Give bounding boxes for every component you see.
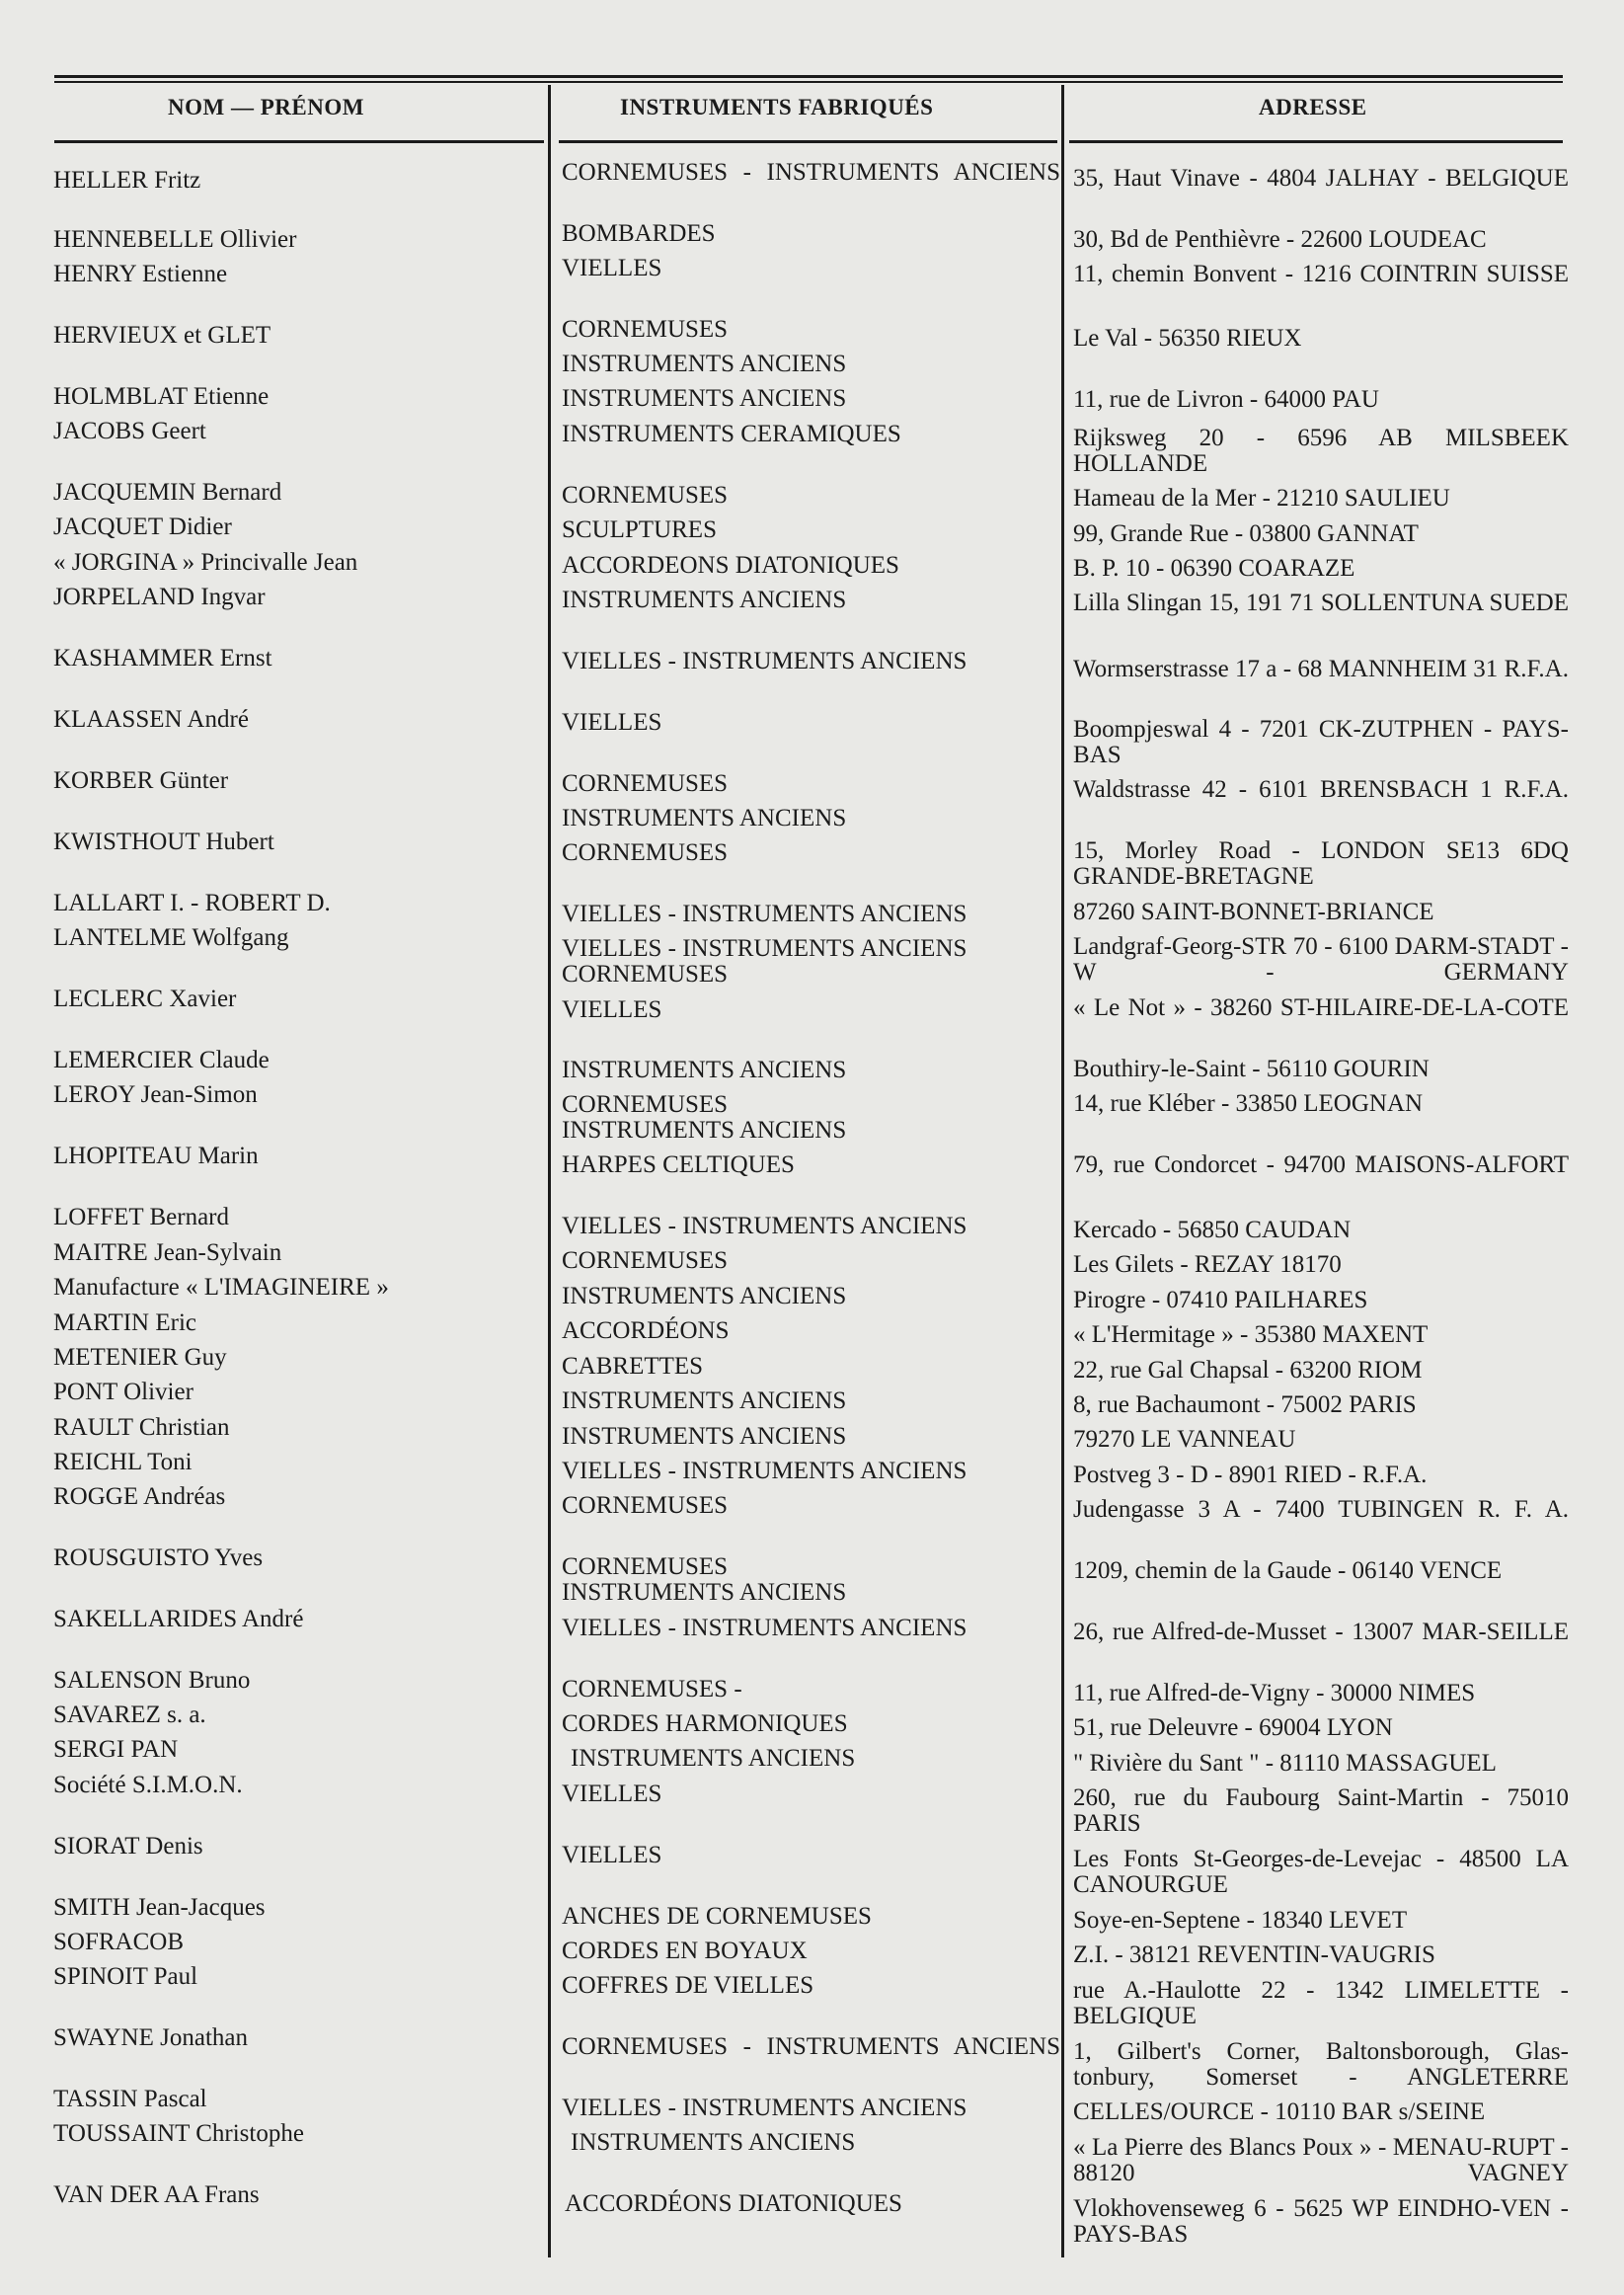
instrument-entry: CABRETTES bbox=[562, 1353, 704, 1380]
name-entry: LHOPITEAU Marin bbox=[53, 1143, 259, 1169]
instrument-entry: INSTRUMENTS ANCIENS bbox=[562, 1117, 847, 1144]
address-entry: Z.I. - 38121 REVENTIN-VAUGRIS bbox=[1073, 1941, 1435, 1968]
address-entry: B. P. 10 - 06390 COARAZE bbox=[1073, 555, 1355, 582]
name-entry: SERGI PAN bbox=[53, 1736, 179, 1763]
name-entry: KLAASSEN André bbox=[53, 706, 249, 733]
instrument-entry: INSTRUMENTS ANCIENS bbox=[562, 587, 847, 613]
instrument-entry: VIELLES bbox=[562, 1842, 662, 1868]
address-entry: 260, rue du Faubourg Saint-Martin - 75010 PARIS bbox=[1073, 1784, 1569, 1837]
address-entry: Bouthiry-le-Saint - 56110 GOURIN bbox=[1073, 1056, 1430, 1082]
instrument-entry: COFFRES DE VIELLES bbox=[562, 1972, 814, 1999]
address-entry: " Rivière du Sant " - 81110 MASSAGUEL bbox=[1073, 1750, 1497, 1777]
name-entry: SAVAREZ s. a. bbox=[53, 1701, 206, 1728]
address-entry: CELLES/OURCE - 10110 BAR s/SEINE bbox=[1073, 2098, 1486, 2125]
address-entry: 30, Bd de Penthièvre - 22600 LOUDEAC bbox=[1073, 226, 1487, 253]
instrument-entry: INSTRUMENTS ANCIENS bbox=[571, 1745, 856, 1772]
address-entry: 14, rue Kléber - 33850 LEOGNAN bbox=[1073, 1090, 1424, 1117]
instrument-entry: VIELLES - INSTRUMENTS ANCIENS bbox=[562, 901, 967, 927]
name-entry: SAKELLARIDES André bbox=[53, 1606, 304, 1632]
name-entry: TASSIN Pascal bbox=[53, 2086, 207, 2112]
header-instruments: INSTRUMENTS FABRIQUÉS bbox=[620, 95, 934, 119]
instrument-entry: CORNEMUSES bbox=[562, 961, 729, 988]
instrument-entry: VIELLES bbox=[562, 255, 662, 281]
instrument-entry: CORNEMUSES bbox=[562, 770, 729, 797]
instrument-entry: CORNEMUSES bbox=[562, 482, 729, 509]
address-entry: 26, rue Alfred-de-Musset - 13007 MAR-SEILLE bbox=[1073, 1619, 1569, 1645]
address-entry: Soye-en-Septene - 18340 LEVET bbox=[1073, 1907, 1408, 1934]
address-entry: 22, rue Gal Chapsal - 63200 RIOM bbox=[1073, 1357, 1423, 1384]
address-entry: 51, rue Deleuvre - 69004 LYON bbox=[1073, 1714, 1393, 1741]
instrument-entry: SCULPTURES bbox=[562, 516, 717, 543]
address-entry: « La Pierre des Blancs Poux » - MENAU-RUPT - 88120 VAGNEY bbox=[1073, 2134, 1569, 2186]
address-entry: Boompjeswal 4 - 7201 CK-ZUTPHEN - PAYS-BAS bbox=[1073, 716, 1569, 768]
name-entry: HERVIEUX et GLET bbox=[53, 322, 271, 349]
instrument-entry: INSTRUMENTS ANCIENS bbox=[562, 1579, 847, 1606]
name-entry: VAN DER AA Frans bbox=[53, 2181, 260, 2208]
instrument-entry: CORDES HARMONIQUES bbox=[562, 1710, 848, 1737]
address-entry: 11, rue de Livron - 64000 PAU bbox=[1073, 386, 1379, 413]
address-entry: Les Fonts St-Georges-de-Levejac - 48500 LA CANOURGUE bbox=[1073, 1846, 1569, 1898]
name-entry: TOUSSAINT Christophe bbox=[53, 2120, 304, 2147]
name-entry: KASHAMMER Ernst bbox=[53, 645, 272, 672]
name-entry: LEMERCIER Claude bbox=[53, 1047, 270, 1073]
name-entry: JACQUEMIN Bernard bbox=[53, 479, 282, 506]
address-entry: Lilla Slingan 15, 191 71 SOLLENTUNA SUEDE bbox=[1073, 590, 1569, 616]
address-entry: Judengasse 3 A - 7400 TUBINGEN R. F. A. bbox=[1073, 1496, 1569, 1523]
address-entry: Rijksweg 20 - 6596 AB MILSBEEK HOLLANDE bbox=[1073, 425, 1569, 477]
instrument-entry: CORNEMUSES bbox=[562, 1247, 729, 1274]
address-entry: Le Val - 56350 RIEUX bbox=[1073, 325, 1302, 352]
name-entry: HENRY Estienne bbox=[53, 261, 228, 287]
name-entry: LANTELME Wolfgang bbox=[53, 924, 289, 951]
instrument-entry: VIELLES - INSTRUMENTS ANCIENS bbox=[562, 1458, 967, 1484]
name-entry: HENNEBELLE Ollivier bbox=[53, 226, 297, 253]
name-entry: LALLART I. - ROBERT D. bbox=[53, 890, 331, 916]
instrument-entry: HARPES CELTIQUES bbox=[562, 1151, 795, 1178]
instrument-entry: CORNEMUSES - bbox=[562, 1676, 742, 1702]
instrument-entry: CORNEMUSES bbox=[562, 1091, 729, 1118]
address-entry: 8, rue Bachaumont - 75002 PARIS bbox=[1073, 1391, 1417, 1418]
address-entry: 11, rue Alfred-de-Vigny - 30000 NIMES bbox=[1073, 1680, 1476, 1706]
name-entry: JACOBS Geert bbox=[53, 418, 206, 444]
address-entry: 35, Haut Vinave - 4804 JALHAY - BELGIQUE bbox=[1073, 165, 1569, 192]
instrument-entry: INSTRUMENTS ANCIENS bbox=[562, 1423, 847, 1450]
name-entry: RAULT Christian bbox=[53, 1414, 230, 1441]
name-entry: SMITH Jean-Jacques bbox=[53, 1894, 266, 1921]
name-entry: « JORGINA » Princivalle Jean bbox=[53, 549, 358, 576]
instrument-entry: CORDES EN BOYAUX bbox=[562, 1938, 808, 1964]
instrument-entry: INSTRUMENTS ANCIENS bbox=[562, 351, 847, 377]
name-entry: REICHL Toni bbox=[53, 1449, 193, 1475]
name-entry: PONT Olivier bbox=[53, 1379, 193, 1405]
top-rule bbox=[54, 75, 1563, 78]
name-entry: JORPELAND Ingvar bbox=[53, 584, 266, 610]
address-entry: 1209, chemin de la Gaude - 06140 VENCE bbox=[1073, 1557, 1503, 1584]
name-entry: Manufacture « L'IMAGINEIRE » bbox=[53, 1274, 389, 1301]
name-entry: SPINOIT Paul bbox=[53, 1963, 198, 1990]
instrument-entry: CORNEMUSES - INSTRUMENTS ANCIENS bbox=[562, 159, 1060, 186]
instrument-entry: CORNEMUSES - INSTRUMENTS ANCIENS bbox=[562, 2033, 1060, 2060]
address-entry: Postveg 3 - D - 8901 RIED - R.F.A. bbox=[1073, 1462, 1428, 1488]
address-entry: 99, Grande Rue - 03800 GANNAT bbox=[1073, 520, 1419, 547]
header-underline-col1 bbox=[54, 140, 544, 143]
instrument-entry: INSTRUMENTS ANCIENS bbox=[562, 1387, 847, 1414]
name-entry: LOFFET Bernard bbox=[53, 1204, 229, 1230]
column-divider-1 bbox=[548, 85, 551, 2257]
name-entry: JACQUET Didier bbox=[53, 514, 232, 540]
instrument-entry: VIELLES - INSTRUMENTS ANCIENS bbox=[562, 2095, 967, 2121]
column-divider-2 bbox=[1061, 85, 1064, 2257]
name-entry: MAITRE Jean-Sylvain bbox=[53, 1239, 282, 1266]
address-entry: Waldstrasse 42 - 6101 BRENSBACH 1 R.F.A. bbox=[1073, 776, 1569, 803]
name-entry: SOFRACOB bbox=[53, 1929, 184, 1955]
name-entry: LEROY Jean-Simon bbox=[53, 1081, 258, 1108]
name-entry: HOLMBLAT Etienne bbox=[53, 383, 270, 410]
instrument-entry: VIELLES bbox=[562, 709, 662, 736]
address-entry: Wormserstrasse 17 a - 68 MANNHEIM 31 R.F.A. bbox=[1073, 656, 1569, 682]
instrument-entry: CORNEMUSES bbox=[562, 316, 729, 343]
name-entry: KWISTHOUT Hubert bbox=[53, 829, 274, 855]
instrument-entry: ACCORDEONS DIATONIQUES bbox=[562, 552, 899, 579]
instrument-entry: INSTRUMENTS ANCIENS bbox=[562, 1057, 847, 1083]
top-rule-thin bbox=[54, 81, 1563, 83]
address-entry: Kercado - 56850 CAUDAN bbox=[1073, 1217, 1352, 1243]
header-underline-col2 bbox=[559, 140, 1057, 143]
instrument-entry: ACCORDÉONS bbox=[562, 1317, 730, 1344]
instrument-entry: INSTRUMENTS CERAMIQUES bbox=[562, 421, 901, 447]
address-entry: Les Gilets - REZAY 18170 bbox=[1073, 1251, 1342, 1278]
instrument-entry: VIELLES - INSTRUMENTS ANCIENS bbox=[562, 1213, 967, 1239]
instrument-entry: INSTRUMENTS ANCIENS bbox=[562, 805, 847, 831]
address-entry: 1, Gilbert's Corner, Baltonsborough, Glas-tonbury, Somerset - ANGLETERRE bbox=[1073, 2038, 1569, 2091]
address-entry: 87260 SAINT-BONNET-BRIANCE bbox=[1073, 899, 1434, 925]
address-entry: « L'Hermitage » - 35380 MAXENT bbox=[1073, 1321, 1429, 1348]
address-entry: rue A.-Haulotte 22 - 1342 LIMELETTE - BELGIQUE bbox=[1073, 1977, 1569, 2029]
instrument-entry: VIELLES - INSTRUMENTS ANCIENS bbox=[562, 1615, 967, 1641]
name-entry: SALENSON Bruno bbox=[53, 1667, 251, 1694]
name-entry: Société S.I.M.O.N. bbox=[53, 1772, 243, 1798]
address-entry: 15, Morley Road - LONDON SE13 6DQ GRANDE-BRETAGNE bbox=[1073, 837, 1569, 890]
address-entry: Pirogre - 07410 PAILHARES bbox=[1073, 1287, 1368, 1313]
instrument-entry: INSTRUMENTS ANCIENS bbox=[562, 385, 847, 412]
instrument-entry: ACCORDÉONS DIATONIQUES bbox=[565, 2190, 902, 2217]
address-entry: Vlokhovenseweg 6 - 5625 WP EINDHO-VEN - PAYS-BAS bbox=[1073, 2195, 1569, 2248]
header-adresse: ADRESSE bbox=[1259, 95, 1367, 119]
name-entry: SIORAT Denis bbox=[53, 1833, 203, 1860]
name-entry: MARTIN Eric bbox=[53, 1309, 196, 1336]
name-entry: ROGGE Andréas bbox=[53, 1483, 226, 1510]
instrument-entry: VIELLES bbox=[562, 996, 662, 1023]
name-entry: SWAYNE Jonathan bbox=[53, 2024, 248, 2051]
instrument-entry: CORNEMUSES bbox=[562, 839, 729, 866]
name-entry: HELLER Fritz bbox=[53, 167, 201, 194]
address-entry: 79270 LE VANNEAU bbox=[1073, 1426, 1296, 1453]
address-entry: Landgraf-Georg-STR 70 - 6100 DARM-STADT - W - GERMANY bbox=[1073, 933, 1569, 986]
instrument-entry: VIELLES - INSTRUMENTS ANCIENS bbox=[562, 648, 967, 674]
address-entry: « Le Not » - 38260 ST-HILAIRE-DE-LA-COTE bbox=[1073, 994, 1569, 1021]
instrument-entry: VIELLES bbox=[562, 1781, 662, 1807]
header-nom-prenom: NOM — PRÉNOM bbox=[168, 95, 364, 119]
address-entry: 11, chemin Bonvent - 1216 COINTRIN SUISSE bbox=[1073, 261, 1569, 287]
address-entry: 79, rue Condorcet - 94700 MAISONS-ALFORT bbox=[1073, 1151, 1569, 1178]
instrument-entry: CORNEMUSES bbox=[562, 1492, 729, 1519]
name-entry: METENIER Guy bbox=[53, 1344, 227, 1371]
name-entry: LECLERC Xavier bbox=[53, 986, 237, 1012]
name-entry: KORBER Günter bbox=[53, 767, 229, 794]
instrument-entry: VIELLES - INSTRUMENTS ANCIENS bbox=[562, 935, 967, 962]
name-entry: ROUSGUISTO Yves bbox=[53, 1544, 264, 1571]
address-entry: Hameau de la Mer - 21210 SAULIEU bbox=[1073, 485, 1450, 512]
header-underline-col3 bbox=[1069, 140, 1563, 143]
instrument-entry: CORNEMUSES bbox=[562, 1553, 729, 1580]
instrument-entry: BOMBARDES bbox=[562, 220, 716, 247]
instrument-entry: ANCHES DE CORNEMUSES bbox=[562, 1903, 872, 1930]
instrument-entry: INSTRUMENTS ANCIENS bbox=[562, 1283, 847, 1309]
instrument-entry: INSTRUMENTS ANCIENS bbox=[571, 2129, 856, 2156]
